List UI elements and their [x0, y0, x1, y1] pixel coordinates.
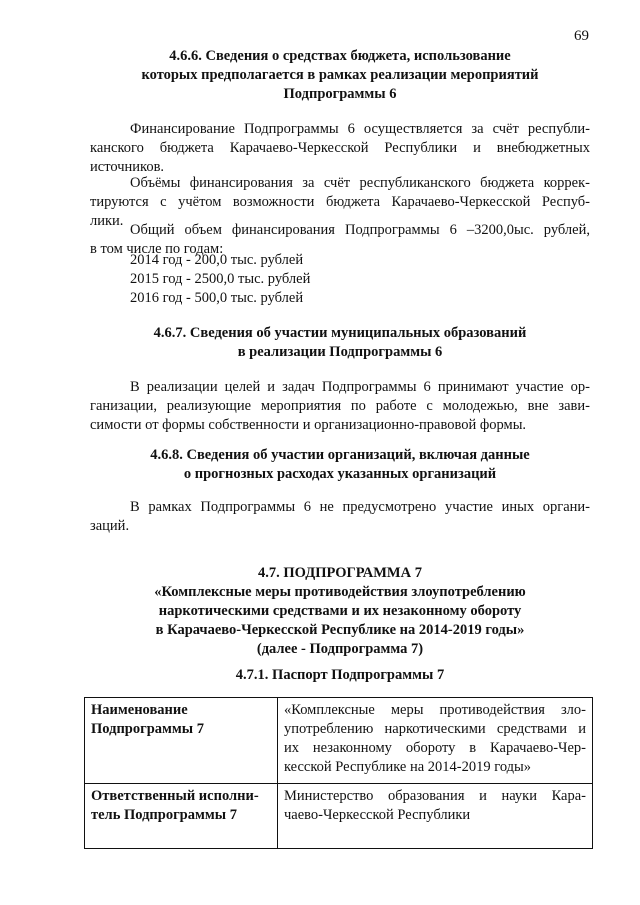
- paragraph-line: симости от формы собственности и организационно-правовой формы.: [90, 417, 527, 433]
- cell-line: их незаконному обороту в Карачаево-Чер-: [284, 740, 586, 756]
- heading-line: в Карачаево-Черкесской Республике на 2014-2019 годы»: [155, 622, 525, 638]
- heading-line: 4.7. ПОДПРОГРАММА 7: [258, 565, 422, 581]
- funding-year-item: 2015 год - 2500,0 тыс. рублей: [130, 271, 311, 287]
- cell-line: Подпрограммы 7: [91, 721, 204, 737]
- heading-line: (далее - Подпрограмма 7): [256, 641, 424, 657]
- cell-line: Наименование: [91, 702, 188, 718]
- cell-line: тель Подпрограммы 7: [91, 807, 237, 823]
- section-4-6-8-paragraph: [90, 498, 590, 536]
- paragraph-line: Объёмы финансирования за счёт республиканского бюджета коррек-: [130, 175, 590, 191]
- cell-line: «Комплексные меры противодействия зло-: [284, 702, 586, 718]
- passport-value-cell: [278, 784, 593, 849]
- paragraph-line: В реализации целей и задач Подпрограммы 6 принимают участие ор-: [130, 379, 590, 395]
- cell-line: кесской Республике на 2014-2019 годы»: [284, 759, 532, 775]
- paragraph-line: Финансирование Подпрограммы 6 осуществляется за счёт республи-: [130, 121, 590, 137]
- heading-line: в реализации Подпрограммы 6: [237, 344, 443, 360]
- heading-line: наркотическими средствами и их незаконному обороту: [158, 603, 522, 619]
- section-4-6-7-heading: [90, 324, 590, 362]
- table-row: [85, 698, 593, 784]
- paragraph-line: ганизации, реализующие мероприятия по работе с молодежью, вне зави-: [90, 398, 590, 414]
- paragraph-line: источников.: [90, 159, 165, 175]
- section-4-6-8-heading: [90, 446, 590, 484]
- paragraph-line: В рамках Подпрограммы 6 не предусмотрено участие иных органи-: [130, 499, 590, 515]
- page-number: 69: [574, 28, 589, 44]
- cell-line: чаево-Черкесской Республики: [284, 807, 471, 823]
- paragraph-line: заций.: [90, 518, 130, 534]
- funding-year-item: 2016 год - 500,0 тыс. рублей: [130, 290, 304, 306]
- passport-label-cell: [85, 784, 278, 849]
- cell-line: употреблению наркотическими средствами и: [284, 721, 586, 737]
- heading-line: 4.7.1. Паспорт Подпрограммы 7: [235, 667, 445, 683]
- passport-table: [84, 697, 593, 849]
- paragraph-line: Общий объем финансирования Подпрограммы 6 –3200,0ыс. рублей,: [130, 222, 590, 238]
- section-4-6-6-paragraph-1: [90, 120, 590, 177]
- heading-line: 4.6.8. Сведения об участии организаций, включая данные: [150, 447, 530, 463]
- heading-line: которых предполагается в рамках реализации мероприятий: [141, 67, 539, 83]
- funding-year-item: 2014 год - 200,0 тыс. рублей: [130, 252, 304, 268]
- funding-by-year-list: [130, 251, 310, 308]
- paragraph-line: лики.: [90, 213, 124, 229]
- table-row: [85, 784, 593, 849]
- paragraph-line: тируются с учётом возможности бюджета Карачаево-Черкесской Респуб-: [90, 194, 590, 210]
- heading-line: о прогнозных расходах указанных организаций: [183, 466, 497, 482]
- passport-value-cell: [278, 698, 593, 784]
- passport-label-cell: [85, 698, 278, 784]
- section-4-7-heading: [90, 564, 590, 659]
- paragraph-line: канского бюджета Карачаево-Черкесской Республики и внебюджетных: [90, 140, 590, 156]
- section-4-6-6-heading: [90, 47, 590, 104]
- heading-line: «Комплексные меры противодействия злоупотреблению: [154, 584, 526, 600]
- cell-line: Министерство образования и науки Кара-: [284, 788, 586, 804]
- cell-line: Ответственный исполни-: [91, 788, 259, 804]
- heading-line: 4.6.6. Сведения о средствах бюджета, использование: [169, 48, 511, 64]
- section-4-7-1-heading: [90, 666, 590, 685]
- heading-line: 4.6.7. Сведения об участии муниципальных образований: [153, 325, 527, 341]
- section-4-6-7-paragraph: [90, 378, 590, 435]
- heading-line: Подпрограммы 6: [283, 86, 397, 102]
- paragraph-line: в том числе по годам:: [90, 241, 224, 257]
